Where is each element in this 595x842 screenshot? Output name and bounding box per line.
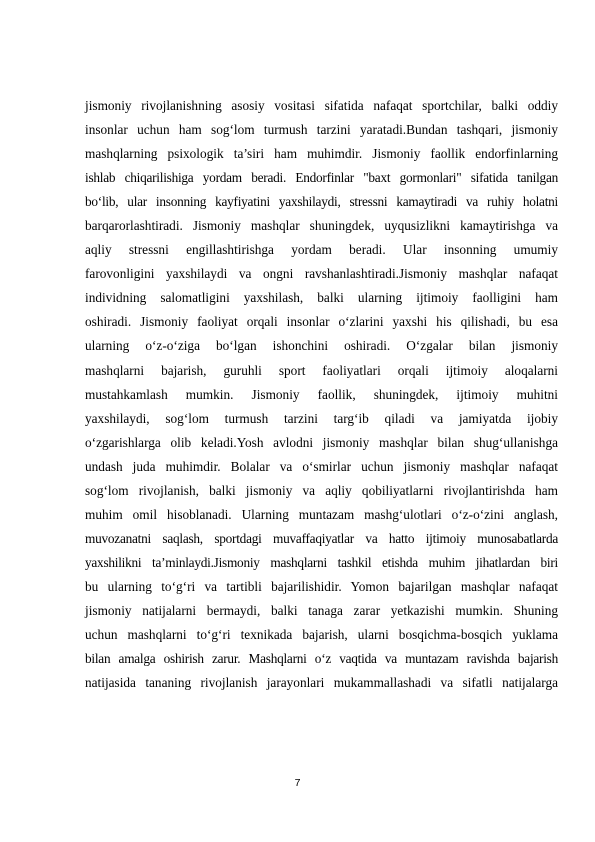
- text-line: aqliy stressni engillashtirishga yordam beradi. Ular insonning umumiy: [85, 242, 558, 258]
- text-line: bilan amalga oshirish zarur. Mashqlarni o‘z vaqtida va muntazam ravishda bajarish: [85, 651, 558, 667]
- text-line: natijasida tananing rivojlanish jarayonlari mukammallashadi va sifatli natijalarga: [85, 675, 558, 691]
- text-line: jismoniy natijalarni bermaydi, balki tanaga zarar yetkazishi mumkin. Shuning: [85, 602, 558, 618]
- text-line: insonlar uchun ham sog‘lom turmush tarzini yaratadi.Bundan tashqari, jismoniy: [85, 122, 558, 138]
- text-line: muvozanatni saqlash, sportdagi muvaffaqiyatlar va hatto ijtimoiy munosabatlarda: [85, 530, 558, 546]
- text-line: ularning o‘z-o‘ziga bo‘lgan ishonchini oshiradi. O‘zgalar bilan jismoniy: [85, 338, 558, 354]
- text-line: farovonligini yaxshilaydi va ongni ravshanlashtiradi.Jismoniy mashqlar nafaqat: [85, 266, 558, 282]
- text-line: mashqlarning psixologik ta’siri ham muhimdir. Jismoniy faollik endorfinlarning: [85, 146, 558, 162]
- text-line: bo‘lib, ular insonning kayfiyatini yaxshilaydi, stressni kamaytiradi va ruhiy holatni: [85, 194, 558, 210]
- text-line: undash juda muhimdir. Bolalar va o‘smirlar uchun jismoniy mashqlar nafaqat: [85, 458, 558, 474]
- text-line: jismoniy rivojlanishning asosiy vositasi sifatida nafaqat sportchilar, balki oddiy: [85, 98, 558, 113]
- text-line: sog‘lom rivojlanish, balki jismoniy va aqliy qobiliyatlarni rivojlantirishda ham: [85, 482, 558, 498]
- text-line: ishlab chiqarilishiga yordam beradi. Endorfinlar "baxt gormonlari" sifatida tanilgan: [85, 170, 558, 186]
- text-line: mashqlarni bajarish, guruhli sport faoliyatlari orqali ijtimoiy aloqalarni: [85, 362, 558, 378]
- text-line: mustahkamlash mumkin. Jismoniy faollik, shuningdek, ijtimoiy muhitni: [85, 386, 558, 402]
- text-line: yaxshilikni ta’minlaydi.Jismoniy mashqlarni tashkil etishda muhim jihatlardan biri: [85, 554, 558, 570]
- text-line: individning salomatligini yaxshilash, balki ularning ijtimoiy faolligini ham: [85, 290, 558, 306]
- text-line: yaxshilaydi, sog‘lom turmush tarzini targ‘ib qiladi va jamiyatda ijobiy: [85, 410, 558, 426]
- text-line: barqarorlashtiradi. Jismoniy mashqlar shuningdek, uyqusizlikni kamaytirishga va: [85, 218, 558, 234]
- text-line: muhim omil hisoblanadi. Ularning muntazam mashg‘ulotlari o‘z-o‘zini anglash,: [85, 506, 558, 522]
- text-line: uchun mashqlarni to‘g‘ri texnikada bajarish, ularni bosqichma-bosqich yuklama: [85, 627, 558, 643]
- text-line: oshiradi. Jismoniy faoliyat orqali insonlar o‘zlarini yaxshi his qilishadi, bu esa: [85, 314, 558, 330]
- text-line: o‘zgarishlarga olib keladi.Yosh avlodni jismoniy mashqlar bilan shug‘ullanishga: [85, 434, 558, 450]
- page-number: 7: [294, 777, 301, 789]
- body-paragraph: [85, 94, 558, 695]
- text-line: bu ularning to‘g‘ri va tartibli bajarilishidir. Yomon bajarilgan mashqlar nafaqat: [85, 578, 558, 594]
